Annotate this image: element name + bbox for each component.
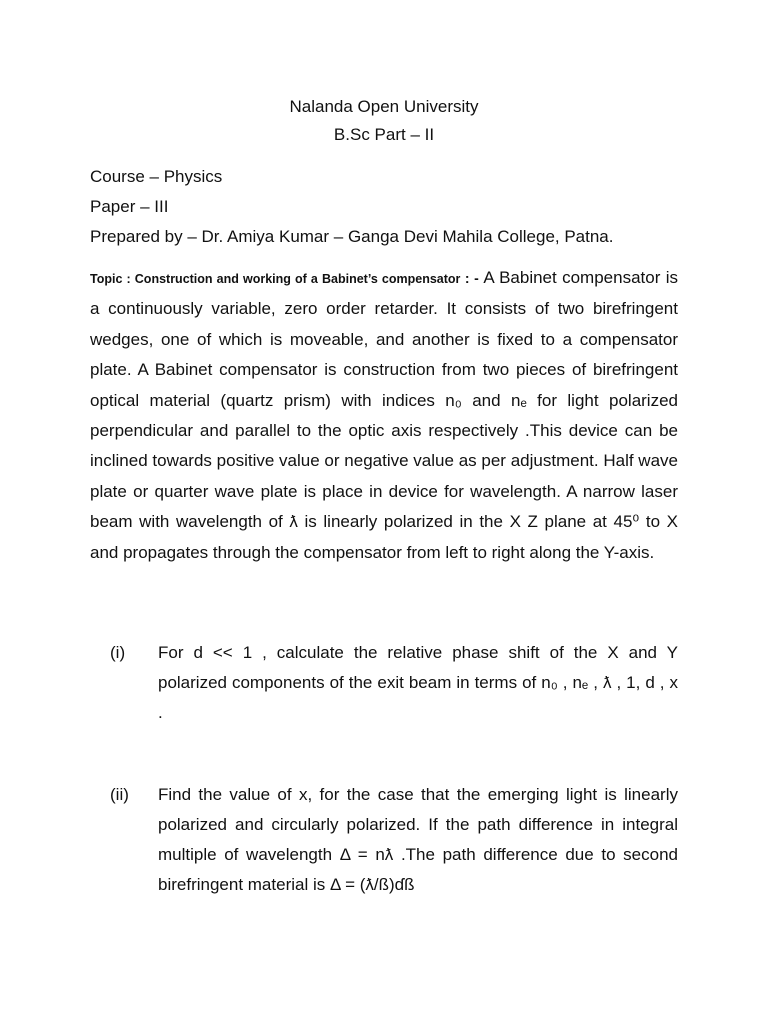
topic-paragraph: [90, 263, 678, 568]
paper-line: Paper – III: [90, 197, 169, 216]
topic-label: Topic : Construction and working of a Babinet’s compensator: [90, 272, 461, 286]
topic-separator: : -: [460, 270, 484, 286]
part-subtitle: B.Sc Part – II: [333, 125, 435, 144]
question-1-number: (i): [110, 643, 126, 662]
question-2-number: (ii): [110, 785, 129, 804]
prepared-by-line: Prepared by – Dr. Amiya Kumar – Ganga Devi Mahila College, Patna.: [90, 227, 614, 246]
question-2-text: Find the value of x, for the case that the emerging light is linearly polarized and circularly polarized. If the path difference in integral multiple of wavelength Δ = nƛ .The path difference due to second birefringent material is Δ = (ƛ/ß)ɗß: [158, 785, 678, 894]
topic-body: A Babinet compensator is a continuously variable, zero order retarder. It consists of two birefringent wedges, one of which is moveable, and another is fixed to a compensator plate. A Babinet compensator is construction from two pieces of birefringent optical material (quartz prism) with indices n₀ and nₑ for light polarized perpendicular and parallel to the optic axis respectively .This device can be inclined towards positive value or negative value as per adjustment. Half wave plate or quarter wave plate is place in device for wavelength. A narrow laser beam with wavelength of ƛ is linearly polarized in the X Z plane at 45⁰ to X and propagates through the compensator from left to right along the Y-axis.: [90, 268, 678, 562]
question-1-text: For d << 1 , calculate the relative phase shift of the X and Y polarized components of the exit beam in terms of n₀ , nₑ , ƛ , 1, d , x .: [158, 643, 678, 722]
university-title: Nalanda Open University: [289, 97, 479, 116]
course-line: Course – Physics: [90, 167, 223, 186]
